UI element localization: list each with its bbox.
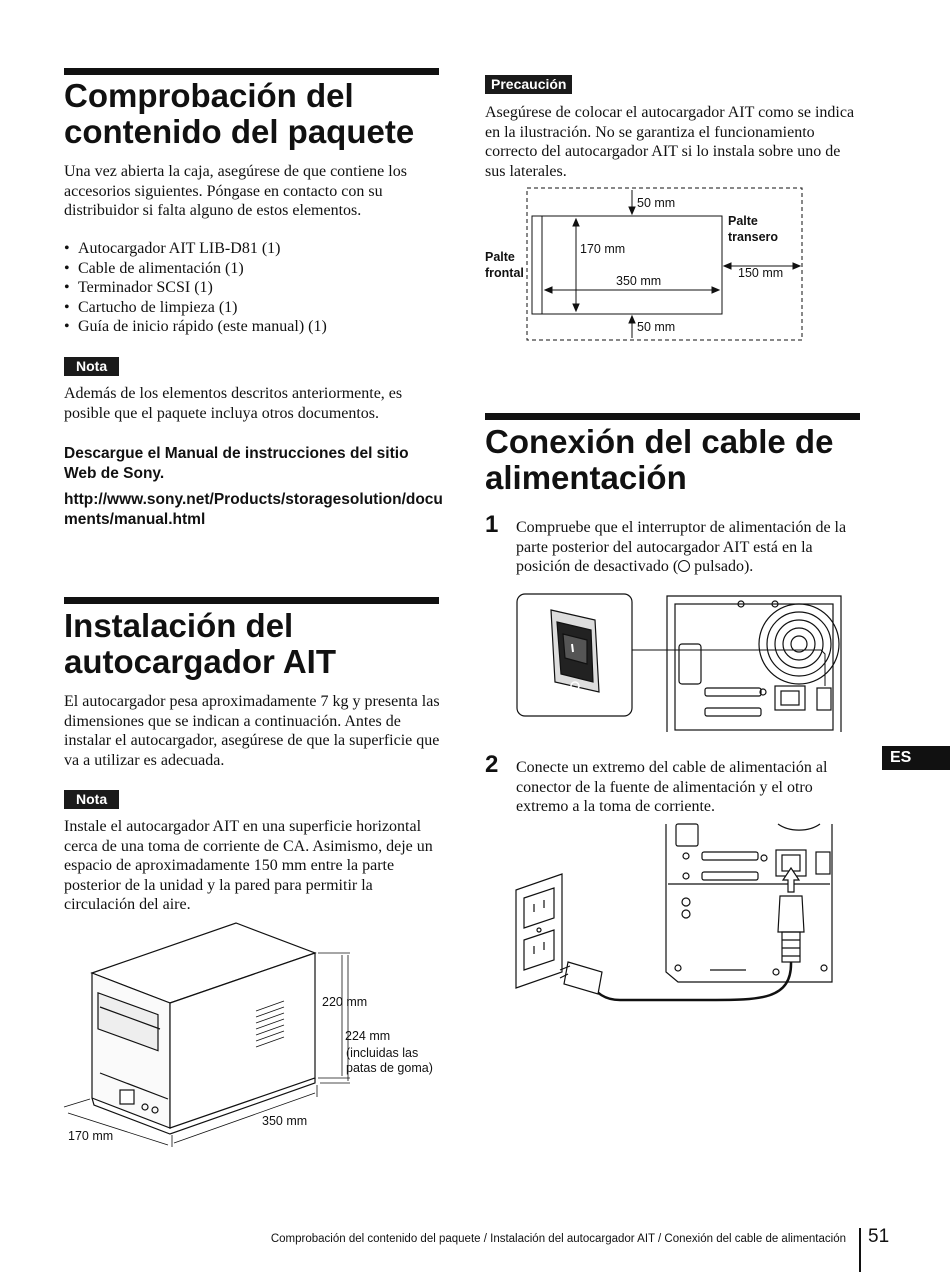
list-item: • Cartucho de limpieza (1)	[64, 298, 440, 318]
dim-bottom-gap: 50 mm	[637, 320, 676, 334]
dim-unit-length: 350 mm	[616, 274, 662, 288]
dim-height-feet-note: patas de goma)	[346, 1061, 433, 1075]
rear-label: Palte	[728, 214, 758, 228]
power-off-circle-icon	[678, 560, 690, 572]
step1-text	[516, 518, 861, 577]
note-text: Además de los elementos descritos anteriormente, es posible que el paquete incluya otros documentos.	[64, 385, 403, 422]
section-title-power-cable	[485, 424, 875, 496]
caution-text: Asegúrese de colocar el autocargador AIT como se indica en la ilustración. No se garantiza el funcionamiento correcto del autocargador AIT si lo instala sobre uno de sus laterales.	[485, 104, 855, 180]
list-item: • Guía de inicio rápido (este manual) (1)	[64, 317, 440, 337]
dim-height-feet: 224 mm	[345, 1029, 391, 1043]
footer-divider	[859, 1228, 861, 1272]
title-line: Instalación del	[64, 607, 294, 644]
autoloader-dimension-illustration	[60, 915, 450, 1150]
installation-intro: El autocargador pesa aproximadamente 7 kg y presenta las dimensiones que se indican a continuación. Antes de instalar el autocargador, asegúrese de que la superficie que va a utilizar es adecuada.	[64, 693, 440, 769]
section-rule	[485, 413, 860, 420]
power-cable-connection-illustration	[510, 822, 845, 1012]
section-title-package-contents	[64, 78, 444, 150]
section-rule	[64, 68, 439, 75]
title-line: autocargador AIT	[64, 643, 336, 680]
power-switch-illustration	[515, 592, 845, 734]
section-rule	[64, 597, 439, 604]
clearance-diagram	[480, 186, 810, 346]
dim-width: 170 mm	[68, 1129, 114, 1143]
title-line: Comprobación del	[64, 77, 354, 114]
page-number: 51	[868, 1226, 890, 1247]
title-line: contenido del paquete	[64, 113, 415, 150]
title-line: Conexión del cable de	[485, 423, 834, 460]
download-heading: Descargue el Manual de instrucciones del sitio Web de Sony.	[64, 445, 409, 482]
list-item: • Cable de alimentación (1)	[64, 259, 440, 279]
front-label: frontal	[485, 266, 524, 280]
note-label: Nota	[64, 357, 119, 376]
step-number: 1	[485, 511, 499, 538]
step-number: 2	[485, 751, 499, 778]
dim-depth: 350 mm	[262, 1114, 308, 1128]
front-label: Palte	[485, 250, 515, 264]
title-line: alimentación	[485, 459, 687, 496]
step2-text: Conecte un extremo del cable de alimentación al conector de la fuente de alimentación y el otro extremo a la toma de corriente.	[516, 759, 828, 815]
section-title-installation	[64, 608, 444, 680]
footer-breadcrumb: Comprobación del contenido del paquete / Instalación del autocargador AIT / Conexión del cable de alimentación	[270, 1233, 846, 1245]
note-text: Instale el autocargador AIT en una superficie horizontal cerca de una toma de corriente de CA. Asimismo, deje un espacio de aproximadamente 150 mm entre la parte posterior de la unidad y la pared para permitir la circulación del aire.	[64, 818, 433, 913]
dim-height-feet-note: (incluidas las	[346, 1046, 419, 1060]
step1-text-part: pulsado).	[690, 558, 754, 575]
dim-rear-gap: 150 mm	[738, 266, 784, 280]
download-url-link[interactable]: http://www.sony.net/Products/storagesolution/documents/manual.html	[64, 491, 443, 528]
step1-text-part: Compruebe que el interruptor de alimentación de la parte posterior del autocargador AIT está en la posición de desactivado (	[516, 519, 847, 575]
package-intro: Una vez abierta la caja, asegúrese de que contiene los accesorios siguientes. Póngase en contacto con su distribuidor si falta alguno de estos elementos.	[64, 163, 407, 219]
list-item: • Autocargador AIT LIB-D81 (1)	[64, 239, 440, 259]
list-item: • Terminador SCSI (1)	[64, 278, 440, 298]
dim-height: 220 mm	[322, 995, 368, 1009]
note-label: Nota	[64, 790, 119, 809]
dim-top-gap: 50 mm	[637, 196, 676, 210]
language-tab: ES	[882, 746, 950, 770]
dim-unit-height: 170 mm	[580, 242, 626, 256]
rear-label: transero	[728, 230, 779, 244]
caution-label: Precaución	[485, 75, 572, 94]
accessory-list	[64, 239, 440, 337]
